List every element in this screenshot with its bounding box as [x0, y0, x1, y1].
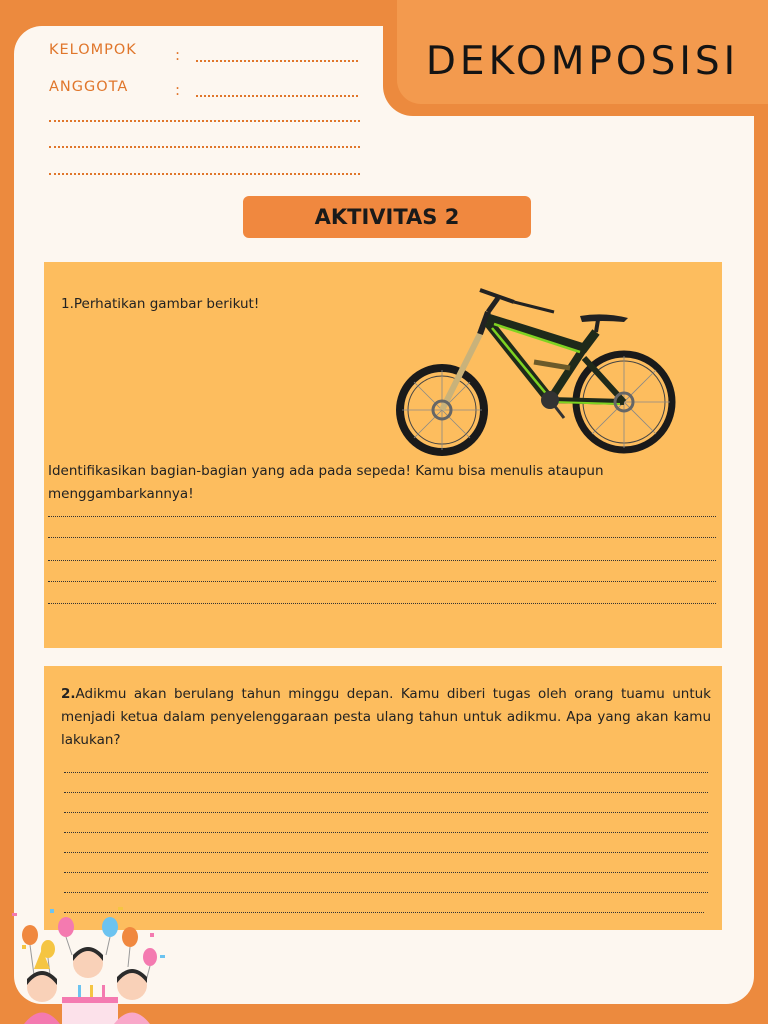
page-title: DEKOMPOSISI [425, 38, 740, 84]
answer-line[interactable] [64, 852, 708, 853]
answer-line[interactable] [64, 872, 708, 873]
answer-line[interactable] [64, 832, 708, 833]
bicycle-image [384, 272, 684, 462]
answer-line[interactable] [48, 560, 716, 561]
answer-line[interactable] [48, 581, 716, 582]
question-1-panel [44, 262, 722, 648]
kelompok-colon: : [175, 46, 181, 64]
answer-line[interactable] [48, 516, 716, 517]
member-line-2[interactable] [49, 146, 360, 148]
title-banner-inner [397, 0, 768, 104]
answer-line[interactable] [48, 537, 716, 538]
birthday-party-illustration [10, 905, 170, 1024]
question-2-body: Adikmu akan berulang tahun minggu depan. Kamu diberi tugas oleh orang tuamu untuk menjadi ketua dalam penyelenggaraan pesta ulang tahun untuk adikmu. Apa yang akan kamu lakukan? [61, 686, 711, 748]
question-2-panel [44, 666, 722, 930]
activity-label: AKTIVITAS 2 [243, 196, 531, 238]
anggota-colon: : [175, 81, 181, 99]
answer-line[interactable] [64, 892, 708, 893]
question-2-number: 2. [61, 686, 76, 702]
answer-line[interactable] [64, 792, 708, 793]
kelompok-field[interactable] [196, 60, 358, 62]
answer-line[interactable] [48, 603, 716, 604]
question-1-instruction: Identifikasikan bagian-bagian yang ada pada sepeda! Kamu bisa menulis ataupun menggambarkannya! [48, 463, 604, 502]
question-2-text [61, 683, 711, 752]
kelompok-label: KELOMPOK [49, 42, 137, 58]
answer-line[interactable] [64, 812, 708, 813]
anggota-label: ANGGOTA [49, 79, 129, 95]
anggota-field[interactable] [196, 95, 358, 97]
question-1-prompt: 1.Perhatikan gambar berikut! [61, 296, 260, 312]
answer-line[interactable] [64, 772, 708, 773]
member-line-1[interactable] [49, 120, 360, 122]
member-line-3[interactable] [49, 173, 360, 175]
